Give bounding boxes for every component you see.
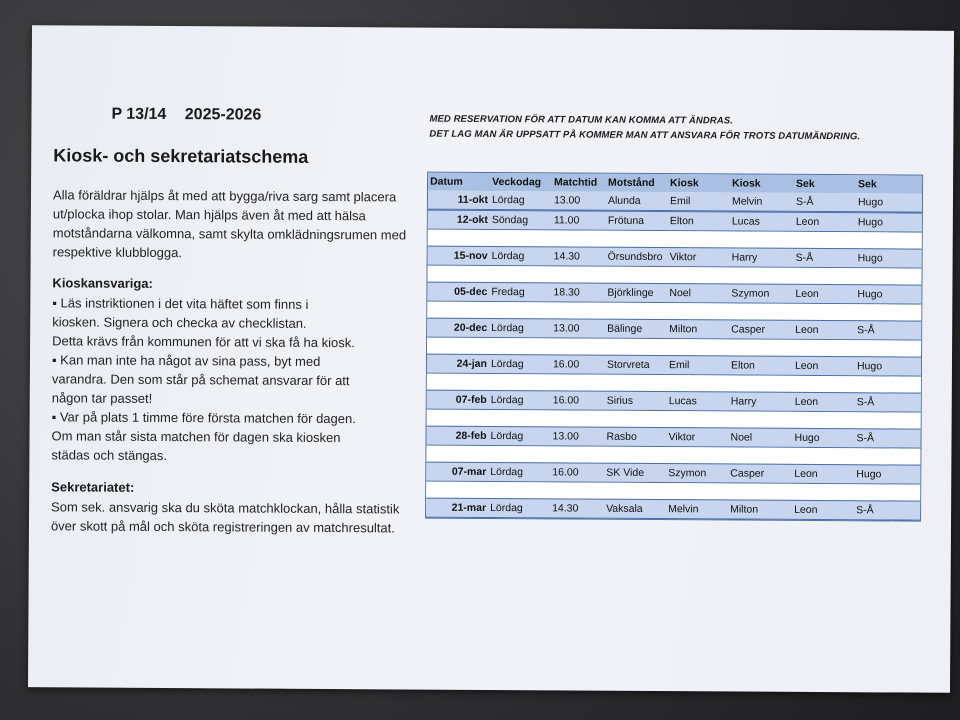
intro-line: respektive klubblogga. <box>52 244 183 261</box>
cell-opponent: SK Vide <box>606 466 645 479</box>
cell-weekday: Lördag <box>490 465 524 479</box>
cell-match-time: 16.00 <box>552 466 579 479</box>
cell-kiosk-1: Szymon <box>668 467 707 480</box>
kiosk-line: Detta krävs från kommunen för att vi ska få ha kiosk. <box>52 333 355 351</box>
team-label: P 13/14 <box>111 105 167 124</box>
cell-kiosk-1: Elton <box>669 215 694 228</box>
cell-opponent: Vaksala <box>606 502 643 515</box>
table-row <box>426 498 920 521</box>
cell-kiosk-2: Casper <box>731 323 766 336</box>
cell-sek-2: S-Å <box>856 504 874 517</box>
cell-kiosk-2: Harry <box>730 395 757 408</box>
sek-line: Som sek. ansvarig ska du sköta matchklockan, hålla statistik <box>51 499 400 517</box>
cell-kiosk-2: Casper <box>730 467 765 480</box>
cell-sek-2: Hugo <box>857 196 884 209</box>
cell-date: 24-jan <box>456 357 488 370</box>
season-label: 2025-2026 <box>184 106 262 124</box>
col-header-matchtid: Matchtid <box>554 176 598 189</box>
cell-sek-1: Leon <box>794 395 819 408</box>
kiosk-instructions <box>51 293 432 466</box>
cell-match-time: 14.30 <box>553 250 580 263</box>
cell-weekday: Lördag <box>490 429 524 443</box>
cell-sek-1: Leon <box>795 215 820 229</box>
cell-opponent: Alunda <box>607 194 641 207</box>
cell-weekday: Lördag <box>490 501 523 515</box>
cell-sek-2: Hugo <box>857 252 883 265</box>
cell-sek-1: S-Å <box>795 251 814 264</box>
cell-date: 05-dec <box>454 285 488 298</box>
cell-match-time: 13.00 <box>552 430 579 443</box>
cell-match-time: 18.30 <box>553 286 580 299</box>
cell-weekday: Lördag <box>491 322 524 335</box>
cell-kiosk-1: Viktor <box>669 251 697 264</box>
cell-opponent: Örsundsbro <box>607 250 663 264</box>
cell-kiosk-2: Lucas <box>731 215 760 228</box>
cell-date: 28-feb <box>455 429 487 442</box>
cell-kiosk-1: Emil <box>669 195 691 208</box>
cell-weekday: Lördag <box>491 250 525 263</box>
cell-kiosk-1: Noel <box>669 287 692 300</box>
cell-date: 21-mar <box>451 501 487 514</box>
cell-sek-2: Hugo <box>857 216 883 229</box>
cell-opponent: Frötuna <box>607 214 645 227</box>
notice-line: MED RESERVATION FÖR ATT DATUM KAN KOMMA ATT ÄNDRAS. <box>429 113 733 127</box>
cell-opponent: Björklinge <box>607 286 654 299</box>
team-season-title <box>111 106 275 125</box>
cell-sek-2: Hugo <box>857 288 883 301</box>
cell-kiosk-1: Milton <box>669 323 698 336</box>
cell-sek-1: Leon <box>794 503 818 516</box>
cell-sek-2: Hugo <box>856 468 882 481</box>
sekretariat-instructions <box>51 497 431 537</box>
col-header-kiosk-2: Kiosk <box>732 177 761 190</box>
cell-kiosk-1: Melvin <box>668 503 699 516</box>
col-header-veckodag: Veckodag <box>492 176 542 189</box>
kiosk-line: någon tar passet! <box>51 390 153 406</box>
cell-kiosk-2: Noel <box>730 431 753 444</box>
cell-weekday: Fredag <box>491 286 525 299</box>
kiosk-line: ▪ Kan man inte ha något av sina pass, byt med <box>51 352 321 369</box>
col-header-sek-2: Sek <box>858 178 877 191</box>
cell-match-time: 14.30 <box>552 502 579 515</box>
sek-line: över skott på mål och sköta registreringen av matchresultat. <box>50 518 395 536</box>
intro-line: ut/plocka ihop stolar. Man hjälps även åt med att hälsa <box>52 206 366 224</box>
cell-match-time: 16.00 <box>552 394 580 407</box>
cell-sek-1: Leon <box>794 467 818 480</box>
cell-opponent: Rasbo <box>606 430 637 443</box>
cell-kiosk-2: Szymon <box>731 287 770 300</box>
cell-opponent: Bälinge <box>607 322 643 335</box>
cell-sek-2: Hugo <box>856 360 883 373</box>
kiosk-line: varandra. Den som står på schemat ansvarar för att <box>51 371 350 389</box>
cell-sek-1: Leon <box>794 359 819 372</box>
col-header-datum: Datum <box>430 175 463 188</box>
cell-date: 12-okt <box>456 213 488 226</box>
sekretariat-heading: Sekretariatet: <box>51 479 135 495</box>
kiosk-heading: Kioskansvariga: <box>52 275 153 291</box>
cell-opponent: Sirius <box>606 394 634 407</box>
cell-date: 20-dec <box>453 321 488 334</box>
cell-date: 15-nov <box>453 249 488 262</box>
kiosk-line: Om man står sista matchen för dagen ska kiosken <box>51 428 341 446</box>
intro-line: motståndarna välkomna, samt skylta omklädningsrumen med <box>52 225 407 243</box>
kiosk-line: ▪ Läs instriktionen i det vita häftet som finns i <box>52 295 309 312</box>
cell-match-time: 11.00 <box>553 214 580 227</box>
cell-kiosk-1: Lucas <box>668 395 697 408</box>
cell-kiosk-2: Melvin <box>731 195 763 208</box>
cell-date: 07-mar <box>451 465 487 478</box>
cell-sek-2: S-Å <box>857 324 875 337</box>
col-header-kiosk-1: Kiosk <box>670 177 699 190</box>
intro-line: Alla föräldrar hjälps åt med att bygga/riva sarg samt placera <box>52 187 397 205</box>
page-title: Kiosk- och sekretariatschema <box>53 145 309 167</box>
cell-weekday: Lördag <box>491 194 525 207</box>
cell-match-time: 13.00 <box>553 194 581 207</box>
cell-weekday: Söndag <box>491 214 529 227</box>
intro-text <box>53 185 423 263</box>
cell-sek-1: Leon <box>795 323 819 337</box>
cell-match-time: 16.00 <box>552 358 580 371</box>
schedule-table <box>425 172 923 522</box>
cell-kiosk-2: Milton <box>730 503 759 516</box>
paper-sheet <box>28 25 954 693</box>
reservation-notice <box>429 112 860 145</box>
kiosk-line: kiosken. Signera och checka av checklistan. <box>52 314 307 331</box>
cell-date: 11-okt <box>457 193 489 206</box>
cell-weekday: Lördag <box>490 393 524 407</box>
cell-kiosk-2: Elton <box>730 359 755 372</box>
cell-kiosk-2: Harry <box>731 251 758 264</box>
cell-weekday: Lördag <box>490 358 524 371</box>
cell-sek-2: S-Å <box>856 432 875 445</box>
cell-opponent: Storvreta <box>606 358 650 371</box>
cell-kiosk-1: Viktor <box>668 431 696 444</box>
cell-sek-1: Hugo <box>794 431 820 445</box>
cell-sek-1: S-Å <box>795 195 814 208</box>
col-header-sek-1: Sek <box>796 177 815 190</box>
kiosk-line: ▪ Var på plats 1 timme före första matchen för dagen. <box>51 409 356 427</box>
cell-date: 07-feb <box>455 393 487 406</box>
notice-line: DET LAG MAN ÄR UPPSATT PÅ KOMMER MAN ATT ANSVARA FÖR TROTS DATUMÄNDRING. <box>429 128 861 143</box>
cell-sek-1: Leon <box>795 287 819 301</box>
kiosk-line: städas och stängas. <box>51 447 168 464</box>
cell-sek-2: S-Å <box>856 396 875 409</box>
col-header-motstand: Motstånd <box>608 176 655 189</box>
cell-match-time: 13.00 <box>553 322 580 335</box>
cell-kiosk-1: Emil <box>668 359 690 372</box>
